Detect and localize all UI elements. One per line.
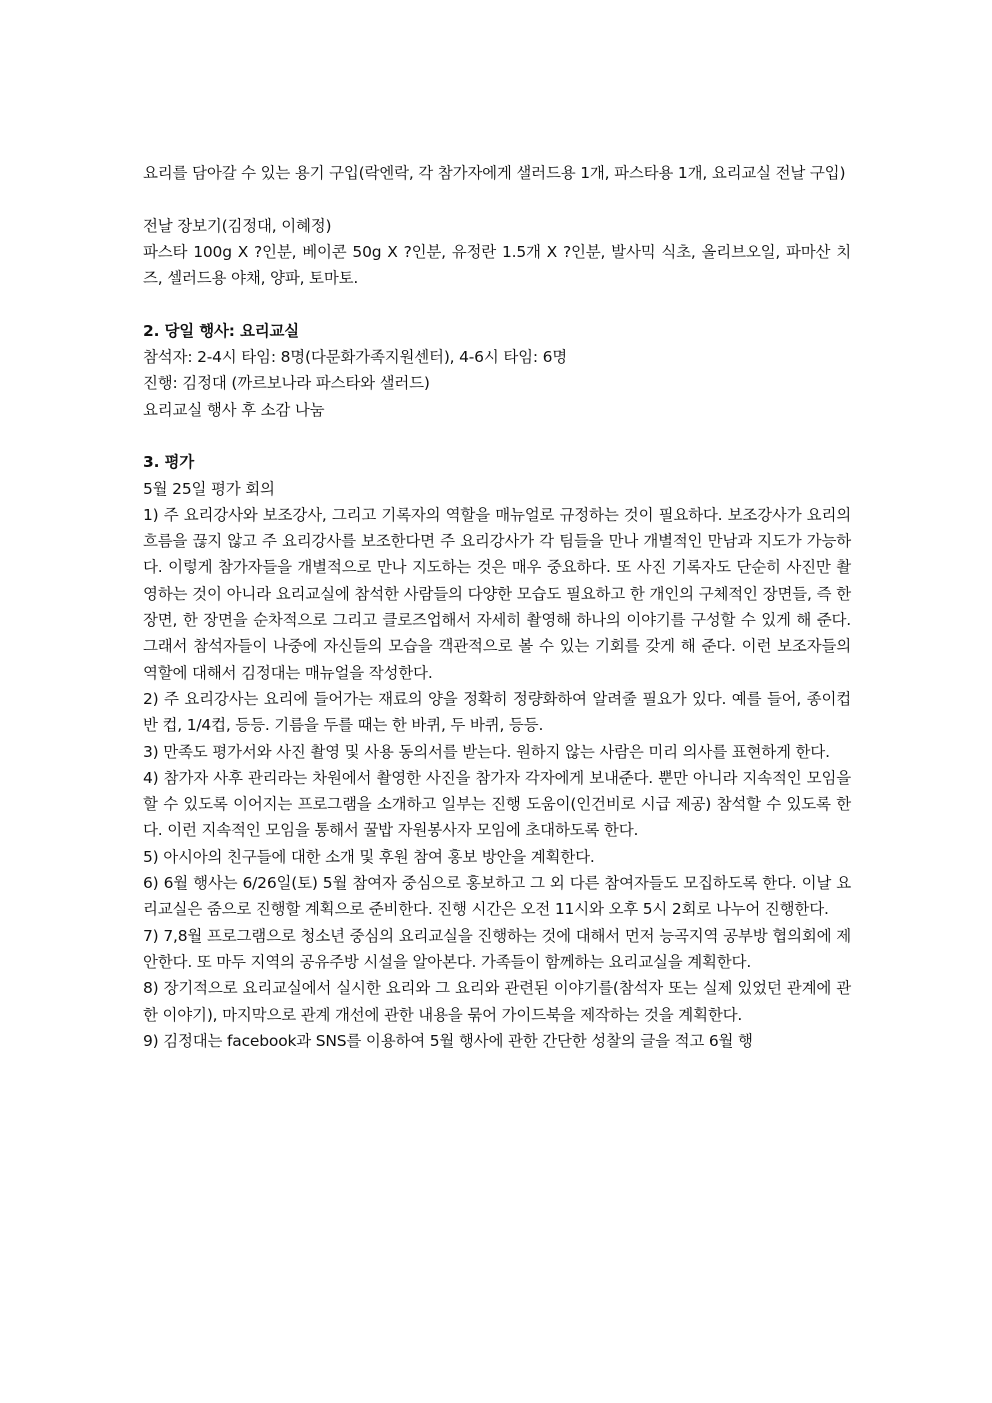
container-purchase-text: 요리를 담아갈 수 있는 용기 구입(락엔락, 각 참가자에게 샐러드용 1개, 파스타용 1개, 요리교실 전날 구입) <box>143 164 846 182</box>
evaluation-item-4: 4) 참가자 사후 관리라는 차원에서 촬영한 사진을 참가자 각자에게 보내준다. 뿐만 아니라 지속적인 모임을 할 수 있도록 이어지는 프로그램을 소개하고 일부는 진행 도움이(인건비로 시급 제공) 참석할 수 있도록 한다. 이런 지속적인 모임을 통해서 꿀밥 자원봉사자 모임에 초대하도록 한다. <box>143 768 851 840</box>
spacer <box>143 291 851 317</box>
participants-text: 참석자: 2-4시 타임: 8명(다문화가족지원센터), 4-6시 타임: 6명 <box>143 348 568 367</box>
evaluation-item-3: 3) 만족도 평가서와 사진 촬영 및 사용 동의서를 받는다. 원하지 않는 사람은 미리 의사를 표현하게 한다. <box>143 742 830 761</box>
after-event-text: 요리교실 행사 후 소감 나눔 <box>143 400 325 419</box>
host-text: 진행: 김정대 (까르보나라 파스타와 샐러드) <box>143 374 430 393</box>
spacer <box>143 186 851 212</box>
spacer <box>143 423 851 449</box>
document-page <box>143 160 851 1054</box>
meeting-date: 5월 25일 평가 회의 <box>143 479 275 498</box>
evaluation-item-7: 7) 7,8월 프로그램으로 청소년 중심의 요리교실을 진행하는 것에 대해서 먼저 능곡지역 공부방 협의회에 제안한다. 또 마두 지역의 공유주방 시설을 알아본다. 가족들이 함께하는 요리교실을 계획한다. <box>143 926 851 971</box>
evaluation-item-6: 6) 6월 행사는 6/26일(토) 5월 참여자 중심으로 홍보하고 그 외 다른 참여자들도 모집하도록 한다. 이날 요리교실은 줌으로 진행할 계획으로 준비한다. 진행 시간은 오전 11시와 오후 5시 2회로 나누어 진행한다. <box>143 874 851 919</box>
shopping-list: 파스타 100g X ?인분, 베이콘 50g X ?인분, 유정란 1.5개 X ?인분, 발사믹 식초, 올리브오일, 파마산 치즈, 셀러드용 야채, 양파, 토마토. <box>143 242 851 288</box>
section-3-heading: 3. 평가 <box>143 453 195 472</box>
evaluation-item-8: 8) 장기적으로 요리교실에서 실시한 요리와 그 요리와 관련된 이야기를(참석자 또는 실제 있었던 관계에 관한 이야기), 마지막으로 관계 개선에 관한 내용을 묶어 가이드북을 제작하는 것을 계획한다. <box>143 979 851 1024</box>
evaluation-item-2: 2) 주 요리강사는 요리에 들어가는 재료의 양을 정확히 정량화하여 알려줄 필요가 있다. 예를 들어, 종이컵 반 컵, 1/4컵, 등등. 기름을 두를 때는 한 바퀴, 두 바퀴, 등등. <box>143 689 851 735</box>
section-2-heading: 2. 당일 행사: 요리교실 <box>143 321 300 340</box>
evaluation-item-1: 1) 주 요리강사와 보조강사, 그리고 기록자의 역할을 매뉴얼로 규정하는 것이 필요하다. 보조강사가 요리의 흐름을 끊지 않고 주 요리강사를 보조한다면 주 요리강사가 각 팀들을 만나 개별적인 만남과 지도가 가능하다. 이렇게 참가자들을 개별적으로 만나 지도하는 것은 매우 중요하다. 또 사진 기록자도 단순히 사진만 촬영하는 것이 아니라 요리교실에 참석한 사람들의 다양한 모습도 필요하고 한 개인의 구체적인 장면들, 즉 한 장면, 한 장면을 순차적으로 그리고 클로즈업해서 자세히 촬영해 하나의 이야기를 구성할 수 있게 해 준다. 그래서 참석자들이 나중에 자신들의 모습을 객관적으로 볼 수 있는 기회를 갖게 해 준다. 이런 보조자들의 역할에 대해서 김정대는 매뉴얼을 작성한다. <box>143 505 851 682</box>
evaluation-item-5: 5) 아시아의 친구들에 대한 소개 및 후원 참여 홍보 방안을 계획한다. <box>143 847 595 866</box>
shopping-title: 전날 장보기(김정대, 이혜정) <box>143 216 332 235</box>
evaluation-item-9: 9) 김정대는 facebook과 SNS를 이용하여 5월 행사에 관한 간단한 성찰의 글을 적고 6월 행 <box>143 1031 753 1050</box>
